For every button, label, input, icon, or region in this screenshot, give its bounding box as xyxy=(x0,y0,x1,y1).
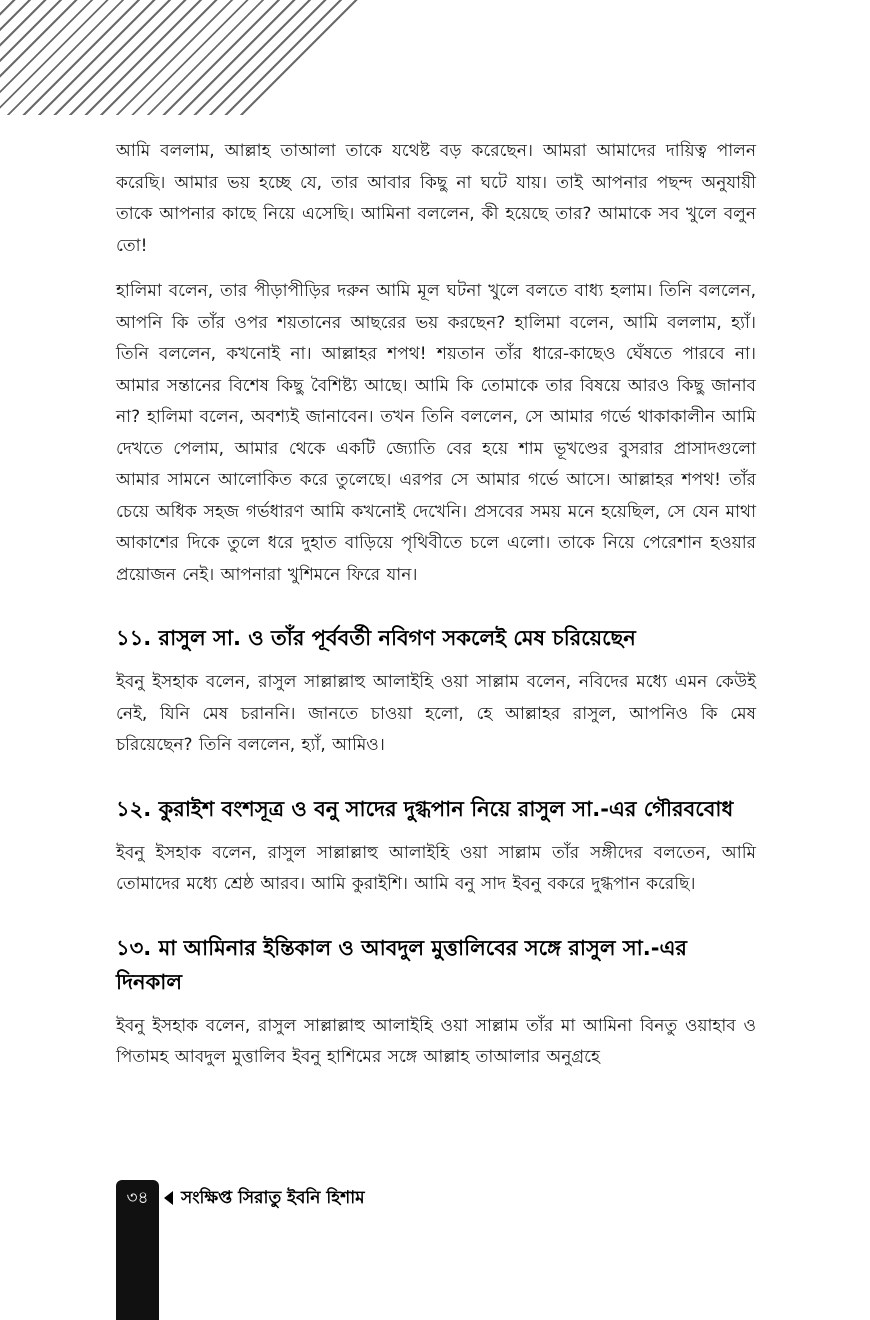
page-number: ৩৪ xyxy=(126,1188,149,1208)
paragraph: আমি বললাম, আল্লাহ তাআলা তাকে যথেষ্ট বড় করেছেন। আমরা আমাদের দায়িত্ব পালন করেছি। আমার ভয় হচ্ছে যে, তার আবার কিছু না ঘটে যায়। তাই আপনার পছন্দ অনুযায়ী তাকে আপনার কাছে নিয়ে এসেছি। আমিনা বললেন, কী হয়েছে তার? আমাকে সব খুলে বলুন তো! xyxy=(116,141,756,256)
section-heading-13: ১৩. মা আমিনার ইন্তিকাল ও আবদুল মুত্তালিবের সঙ্গে রাসুল সা.-এর দিনকাল xyxy=(116,935,687,994)
section-body-11: ইবনু ইসহাক বলেন, রাসুল সাল্লাল্লাহু আলাইহি ওয়া সাল্লাম বলেন, নবিদের মধ্যে এমন কেউই নেই, যিনি মেষ চরাননি। জানতে চাওয়া হলো, হে আল্লাহর রাসুল, আপনিও কি মেষ চরিয়েছেন? তিনি বললেন, হ্যাঁ, আমিও। xyxy=(116,672,756,755)
section-body-13: ইবনু ইসহাক বলেন, রাসুল সাল্লাল্লাহু আলাইহি ওয়া সাল্লাম তাঁর মা আমিনা বিনতু ওয়াহাব ও পিতামহ আবদুল মুত্তালিব ইবনু হাশিমের সঙ্গে আল্লাহ তাআলার অনুগ্রহে xyxy=(116,1015,756,1067)
paragraph: হালিমা বলেন, তার পীড়াপীড়ির দরুন আমি মূল ঘটনা খুলে বলতে বাধ্য হলাম। তিনি বললেন, আপনি কি তাঁর ওপর শয়তানের আছরের ভয় করছেন? হালিমা বলেন, আমি বললাম, হ্যাঁ। তিনি বললেন, কখনোই না। আল্লাহর শপথ! শয়তান তাঁর ধারে-কাছেও ঘেঁষতে পারবে না। আমার সন্তানের বিশেষ কিছু বৈশিষ্ট্য আছে। আমি কি তোমাকে তার বিষয়ে আরও কিছু জানাব না? হালিমা বলেন, অবশ্যই জানাবেন। তখন তিনি বললেন, সে আমার গর্ভে থাকাকালীন আমি দেখতে পেলাম, আমার থেকে একটি জ্যোতি বের হয়ে শাম ভূখণ্ডের বুসরার প্রাসাদগুলো আমার সামনে আলোকিত করে তুলেছে। এরপর সে আমার গর্ভে আসে। আল্লাহর শপথ! তাঁর চেয়ে অধিক সহজ গর্ভধারণ আমি কখনোই দেখেনি। প্রসবের সময় মনে হয়েছিল, সে যেন মাথা আকাশের দিকে তুলে ধরে দুহাত বাড়িয়ে পৃথিবীতে চলে এলো। তাকে নিয়ে পেরেশান হওয়ার প্রয়োজন নেই। আপনারা খুশিমনে ফিরে যান। xyxy=(116,281,756,585)
running-footer xyxy=(164,1184,365,1212)
section-heading-11: ১১. রাসুল সা. ও তাঁর পূর্ববর্তী নবিগণ সকলেই মেষ চরিয়েছেন xyxy=(116,626,636,650)
triangle-left-icon xyxy=(164,1191,173,1205)
decorative-hatch-pattern xyxy=(0,0,365,115)
page-content xyxy=(116,136,756,1088)
section-heading-12: ১২. কুরাইশ বংশসূত্র ও বনু সাদের দুগ্ধপান নিয়ে রাসুল সা.-এর গৌরববোধ xyxy=(116,796,734,821)
book-title: সংক্ষিপ্ত সিরাতু ইবনি হিশাম xyxy=(181,1188,365,1208)
section-body-12: ইবনু ইসহাক বলেন, রাসুল সাল্লাল্লাহু আলাইহি ওয়া সাল্লাম তাঁর সঙ্গীদের বলতেন, আমি তোমাদের মধ্যে শ্রেষ্ঠ আরব। আমি কুরাইশি। আমি বনু সাদ ইবনু বকরে দুগ্ধপান করেছি। xyxy=(116,842,756,894)
